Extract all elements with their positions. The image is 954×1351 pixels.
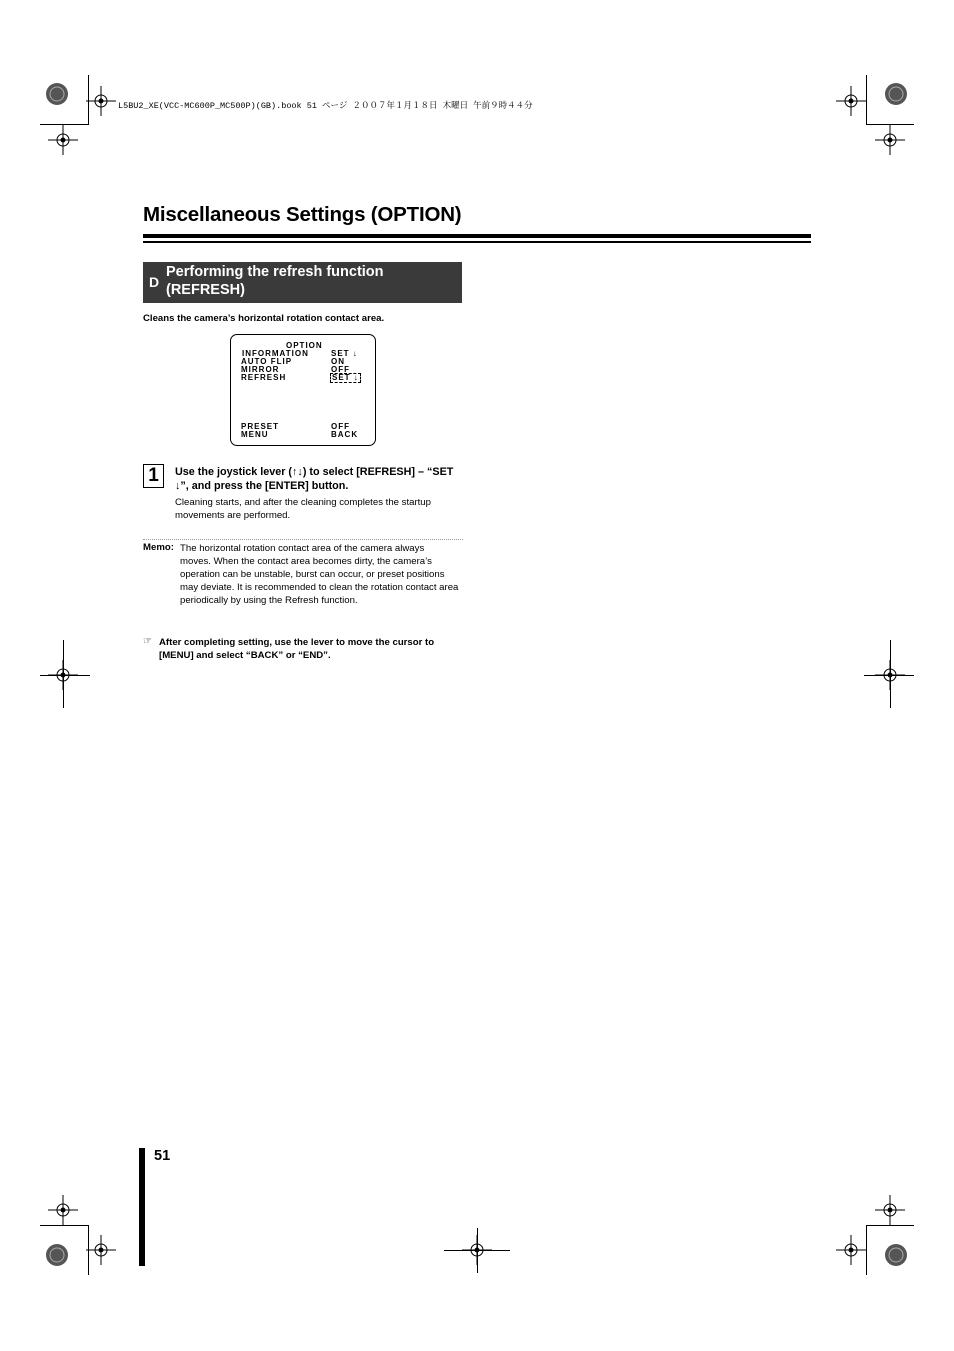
title-rule — [143, 234, 811, 238]
intro-text: Cleans the camera’s horizontal rotation contact area. — [143, 313, 385, 324]
registration-star-icon — [884, 1243, 908, 1267]
osd-row-value: OFF — [331, 422, 350, 431]
page-number-bar — [139, 1148, 145, 1266]
osd-row-label: REFRESH — [241, 373, 287, 382]
crosshair-icon — [875, 125, 905, 155]
crosshair-icon — [48, 1195, 78, 1225]
registration-star-icon — [884, 82, 908, 106]
osd-row-label: MIRROR — [241, 365, 280, 374]
page-number: 51 — [154, 1148, 171, 1164]
crosshair-icon — [875, 1195, 905, 1225]
section-header — [143, 262, 462, 303]
step-result: Cleaning starts, and after the cleaning completes the startup movements are performed. — [175, 497, 431, 521]
osd-title: OPTION — [286, 341, 323, 350]
print-header-line: L5BU2_XE(VCC-MC600P_MC500P)(GB).book 51 ページ ２００７年１月１８日 木曜日 午前９時４４分 — [118, 101, 533, 111]
crosshair-icon — [48, 125, 78, 155]
osd-row-value: SET ↓ — [331, 349, 358, 358]
section-title: Performing the refresh function (REFRESH) — [166, 264, 384, 298]
osd-menu-screen — [230, 334, 376, 446]
registration-star-icon — [45, 1243, 69, 1267]
page-title: Miscellaneous Settings (OPTION) — [143, 203, 462, 226]
section-letter: D — [149, 274, 160, 290]
osd-row-value: BACK — [331, 430, 359, 439]
osd-row-label: INFORMATION — [242, 349, 309, 358]
crosshair-icon — [836, 1235, 866, 1265]
note-text: After completing setting, use the lever to move the cursor to [MENU] and select “BACK” or “END”. — [159, 637, 435, 661]
title-rule-thin — [143, 241, 811, 243]
crosshair-icon — [86, 1235, 116, 1265]
osd-row-value: OFF — [331, 365, 350, 374]
memo-first-line: The horizontal rotation contact area of the camera always — [180, 543, 425, 554]
crosshair-icon — [836, 86, 866, 116]
memo-divider — [143, 539, 463, 540]
step-number: 1 — [143, 464, 164, 488]
osd-row-label: AUTO FLIP — [241, 357, 293, 366]
osd-cursor-value: SET ↓ — [332, 373, 359, 382]
memo-label: Memo: — [143, 542, 174, 553]
step-instruction: Use the joystick lever (↑↓) to select [REFRESH] – “SET ↓”, and press the [ENTER] button. — [175, 466, 454, 492]
osd-row-value: ON — [331, 357, 345, 366]
pointing-hand-icon: ☞ — [143, 636, 152, 647]
memo-rest: moves. When the contact area becomes dirty, the camera’s operation can be unstable, burst can occur, or preset positions may deviate. It is recommended to clean the rotation contact area periodically by using the Refresh function. — [180, 556, 459, 606]
memo-text — [143, 542, 461, 607]
osd-row-label: MENU — [241, 430, 269, 439]
crosshair-icon — [86, 86, 116, 116]
registration-star-icon — [45, 82, 69, 106]
osd-row-label: PRESET — [241, 422, 280, 431]
